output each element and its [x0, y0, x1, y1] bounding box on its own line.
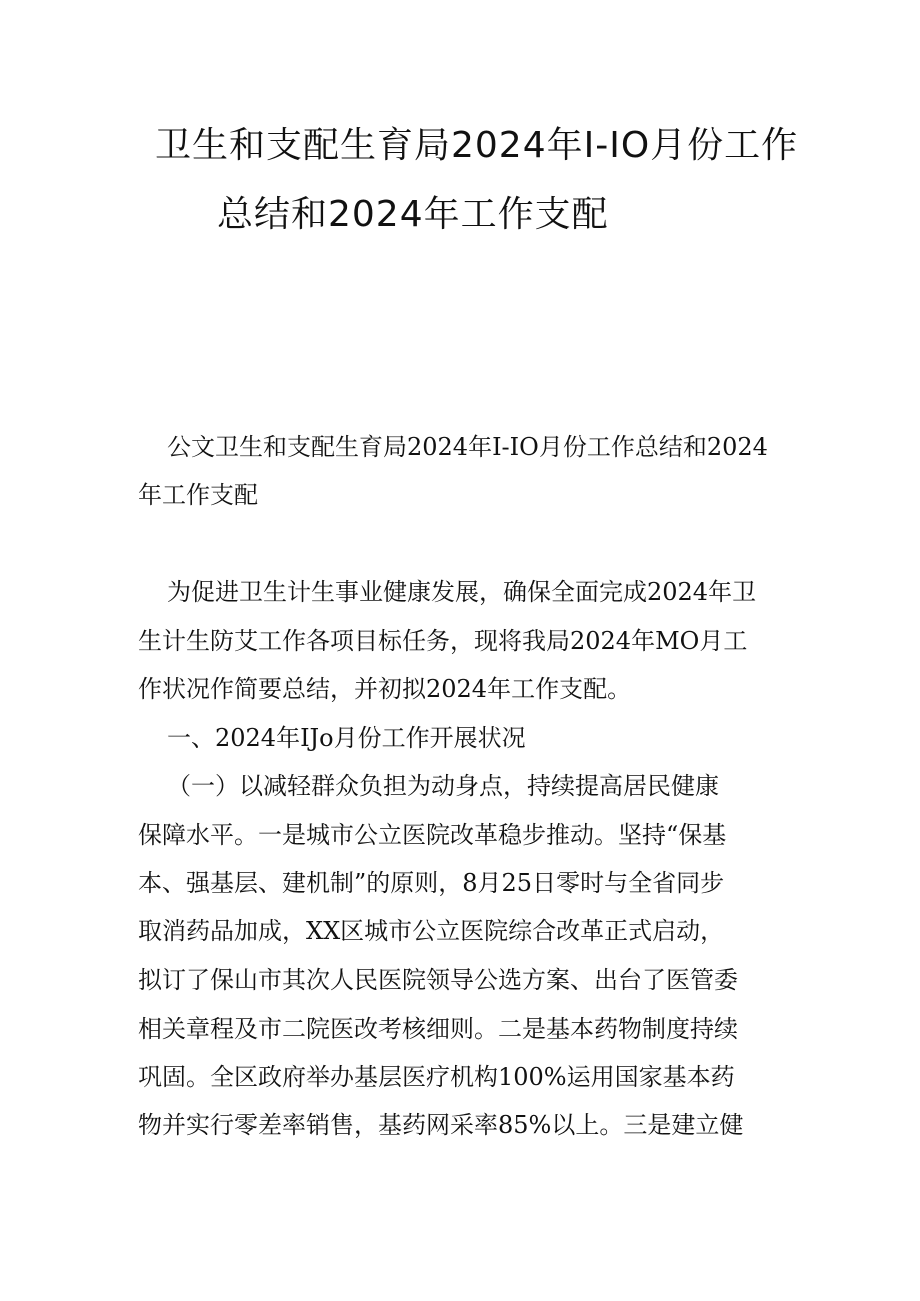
document-title-line-1: 卫生和支配生育局2024年I-IO月份工作 [155, 125, 799, 166]
section-1-paragraph-line: 拟订了保山市其次人民医院领导公选方案、出台了医管委 [138, 966, 738, 994]
section-1-paragraph-line: 巩固。全区政府举办基层医疗机构100%运用国家基本药 [138, 1063, 735, 1091]
intro-paragraph-line: 生计生防艾工作各项目标任务，现将我局2024年MO月工 [138, 627, 748, 655]
section-1-paragraph-line: 相关章程及市二院医改考核细则。二是基本药物制度持续 [138, 1015, 738, 1043]
intro-paragraph-line: 为促进卫生计生事业健康发展，确保全面完成2024年卫 [167, 578, 757, 606]
document-title-line-2: 总结和2024年工作支配 [217, 194, 609, 235]
intro-paragraph-line: 作状况作简要总结，并初拟2024年工作支配。 [138, 675, 632, 703]
document-subtitle-line-1: 公文卫生和支配生育局2024年I-IO月份工作总结和2024 [167, 433, 768, 461]
section-1-paragraph-line: 物并实行零差率销售，基药网采率85%以上。三是建立健 [138, 1111, 744, 1139]
section-1-paragraph-line: 保障水平。一是城市公立医院改革稳步推动。坚持“保基 [138, 821, 727, 849]
section-1-paragraph-line: （一）以减轻群众负担为动身点，持续提高居民健康 [167, 772, 719, 800]
section-1-paragraph-line: 取消药品加成，XX区城市公立医院综合改革正式启动， [138, 917, 725, 945]
section-heading-1: 一、2024年IJo月份工作开展状况 [167, 724, 526, 752]
document-subtitle-line-2: 年工作支配 [138, 481, 258, 509]
section-1-paragraph-line: 本、强基层、建机制”的原则，8月25日零时与全省同步 [138, 869, 725, 897]
